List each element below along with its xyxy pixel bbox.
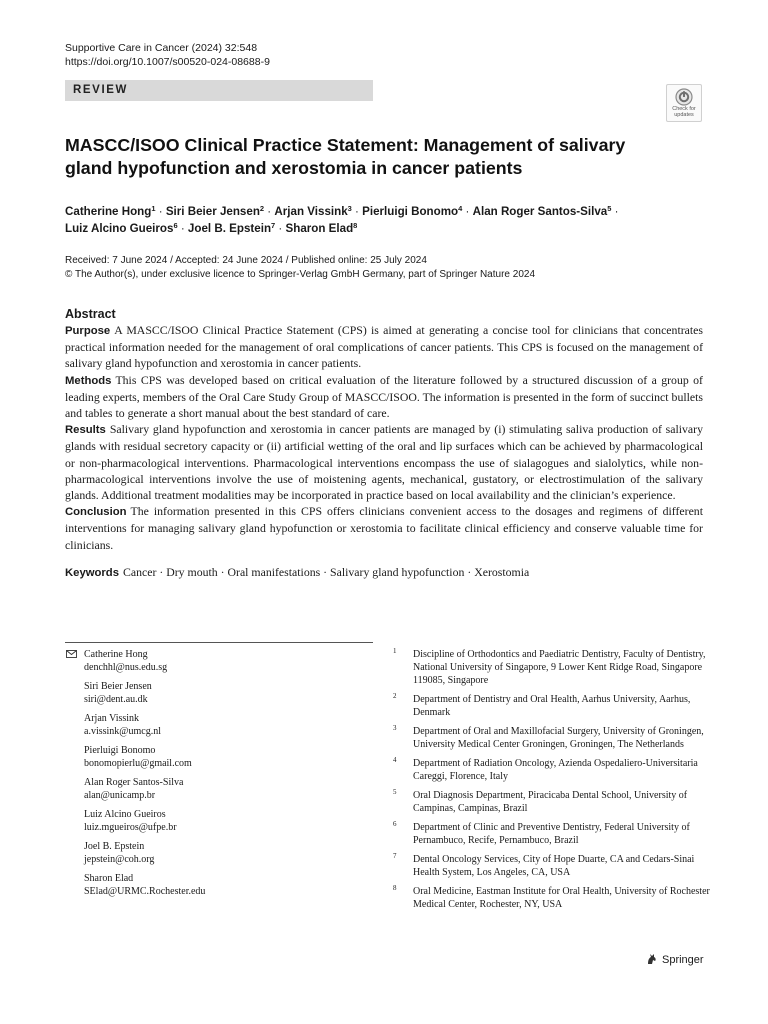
contact-name: Siri Beier Jensen [84,681,152,692]
affiliation-entry: 2 Department of Dentistry and Oral Health, Aarhus University, Aarhus, Denmark [393,692,691,718]
affiliation-number: 5 [393,788,397,796]
author[interactable]: Joel B. Epstein$^7$ [187,220,276,235]
affiliation-entry: 4 Department of Radiation Oncology, Azienda Ospedaliero-Universitaria Careggi, Florence, Italy [393,756,698,782]
publisher-name: Springer [662,954,704,966]
affiliation-number: 6 [393,820,397,828]
affiliation-number: 4 [393,756,397,764]
abstract-results: Results Salivary gland hypofunction and xerostomia in cancer patients are managed by (i) stimulating saliva production of salivary glands with residual secretory capacity or (ii) artificial wetting of the oral and lip surfaces which can be achieved by pharmacological or non-pharmacological interventions. Pharmacological interventions encompass the use of sialagogues and sialolytics, while non-pharmacological interventions involve the use of moistening agents, mechanical, gustatory, or electrostimulation of the salivary glands. Additional treatment modalities may be incorporated in practice based on local availability and the clinician’s experience. [65,422,703,503]
contact-email[interactable]: jepstein@coh.org [84,854,155,865]
keywords [65,564,703,581]
check-updates-icon [675,88,693,106]
contact-email[interactable]: alan@unicamp.br [84,790,156,801]
author-contacts [65,648,365,904]
contact-email[interactable]: a.vissink@umcg.nl [84,726,161,737]
author[interactable]: Catherine Hong$^1$ [65,204,156,218]
check-badge-line-2: updates [674,112,694,118]
author[interactable]: Sharon Elad$^8$ [285,220,358,235]
affiliation-entry: 6 Department of Clinic and Preventive Dentistry, Federal University of Pernambuco, Recife, Pernambuco, Brazil [393,820,690,846]
contact-name: Catherine Hong [84,649,148,660]
contact-name: Joel B. Epstein [84,841,145,852]
abstract-block [65,306,703,581]
author-list: Catherine Hong$^1$ · Siri Beier Jensen$^2$ · Arjan Vissink$^3$ · Pierluigi Bonomo$^4$ · Alan Roger Santos-Silva$^5$ · Luiz Alcino Gueiros$^6$ · Joel B. Epstein$^7$ · Sharon Elad$^8$ [65,204,619,235]
abstract-purpose: Purpose A MASCC/ISOO Clinical Practice Statement (CPS) is aimed at generating a concise tool for clinicians that concentrates practical information needed for the management of oral complications of cancer patients. This CPS is focused on the management of salivary gland hypofunction and xerostomia in cancer patients. [65,323,703,371]
abstract-label: Methods [65,374,112,387]
check-badge-line-1: Check for [672,106,696,112]
contact-entry [65,872,365,898]
author[interactable]: Alan Roger Santos-Silva$^5$ [472,204,612,218]
history-dates: Received: 7 June 2024 / Accepted: 24 June 2024 / Published online: 25 July 2024 [65,255,427,266]
contact-entry [65,712,365,738]
publisher-logo [645,952,704,968]
affiliation-number: 8 [393,884,397,892]
abstract-heading: Abstract [65,307,116,321]
affiliation-entry: 7 Dental Oncology Services, City of Hope Duarte, CA and Cedars-Sinai Health System, Los Angeles, CA, USA [393,852,695,878]
article-title: MASCC/ISOO Clinical Practice Statement: Management of salivary gland hypofunction and xerostomia in cancer patients [65,135,626,178]
contact-name: Arjan Vissink [84,713,140,724]
abstract-label: Results [65,424,106,437]
contact-email[interactable]: luiz.mgueiros@ufpe.br [84,822,177,833]
contact-name: Alan Roger Santos-Silva [84,777,184,788]
affiliations [393,648,713,917]
keywords-list: Cancer · Dry mouth · Oral manifestations · Salivary gland hypofunction · Xerostomia [123,564,530,579]
author[interactable]: Siri Beier Jensen$^2$ [165,204,265,218]
section-label: REVIEW [65,80,373,101]
publication-history [65,254,685,282]
contact-entry [65,648,365,674]
author[interactable]: Pierluigi Bonomo$^4$ [362,204,463,218]
contact-email[interactable]: siri@dent.au.dk [84,694,148,705]
contact-name: Pierluigi Bonomo [84,745,156,756]
envelope-icon [66,650,77,658]
keywords-label: Keywords [65,566,119,579]
contact-email[interactable]: bonomopierlu@gmail.com [84,758,192,769]
contact-entry [65,840,365,866]
contact-entry [65,808,365,834]
journal-citation [65,41,270,69]
footnote-divider [65,642,373,643]
contact-name: Sharon Elad [84,873,134,884]
contact-entry [65,744,365,770]
affiliation-number: 1 [393,647,397,655]
abstract-label: Purpose [65,325,111,337]
affiliation-number: 3 [393,724,397,732]
affiliation-entry: 1 Discipline of Orthodontics and Paediatric Dentistry, Faculty of Dentistry, National University of Singapore, 9 Lower Kent Ridge Road, Singapore 119085, Singapore [393,647,706,686]
journal-name: Supportive Care in Cancer (2024) 32:548 [65,42,258,54]
copyright-line: © The Author(s), under exclusive licence to Springer-Verlag GmbH Germany, part of Springer Nature 2024 [65,269,535,280]
affiliation-number: 7 [393,852,397,860]
contact-name: Luiz Alcino Gueiros [84,809,166,820]
author[interactable]: Luiz Alcino Gueiros$^6$ [65,220,178,235]
contact-email[interactable]: SElad@URMC.Rochester.edu [84,886,206,897]
springer-horse-icon [645,952,659,966]
contact-entry [65,776,365,802]
contact-email[interactable]: denchhl@nus.edu.sg [84,662,168,673]
affiliation-entry: 3 Department of Oral and Maxillofacial Surgery, University of Groningen, University Medical Center Groningen, Groningen, The Netherlands [393,724,704,750]
contact-entry [65,680,365,706]
abstract-label: Conclusion [65,506,127,519]
check-for-updates-badge[interactable] [666,84,702,122]
abstract-methods: Methods This CPS was developed based on critical evaluation of the literature followed by a structured discussion of a group of leading experts, members of the Oral Care Study Group of MASCC/ISOO. The information is presented in the form of succinct bullets and tables to generate a short manual about the best standard of care. [65,372,703,421]
abstract-conclusion: Conclusion The information presented in this CPS offers clinicians convenient access to the dosages and regimens of different interventions for managing salivary gland hypofunction or xerostomia to facilitate clinical efficiency and conserve valuable time for clinicians. [65,504,703,552]
affiliation-entry: 5 Oral Diagnosis Department, Piracicaba Dental School, University of Campinas, Campinas, Brazil [393,788,688,814]
affiliation-number: 2 [393,692,397,700]
author[interactable]: Arjan Vissink$^3$ [274,204,352,218]
doi-link[interactable]: https://doi.org/10.1007/s00520-024-08688-9 [65,56,270,68]
affiliation-entry: 8 Oral Medicine, Eastman Institute for Oral Health, University of Rochester Medical Center, Rochester, NY, USA [393,884,710,910]
